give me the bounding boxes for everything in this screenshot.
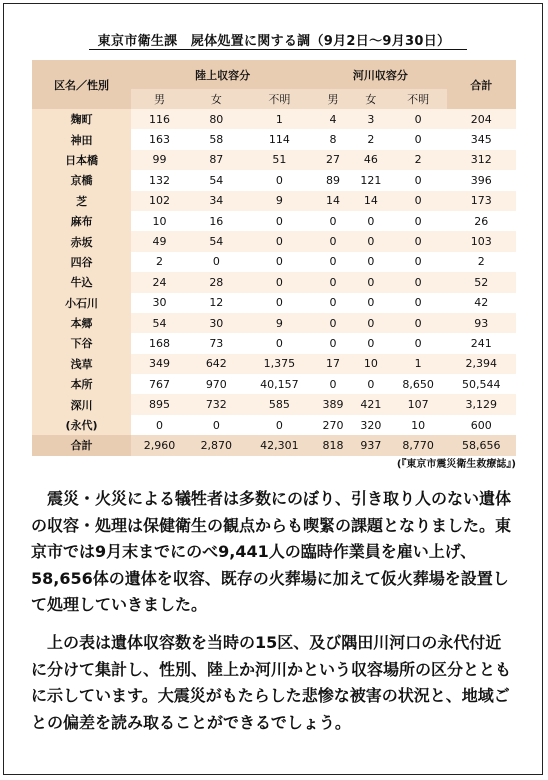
table-cell: 0	[390, 272, 447, 292]
table-cell: 767	[131, 374, 188, 394]
table-cell: 0	[314, 374, 352, 394]
region-sex-header: 区名／性別	[32, 60, 131, 109]
table-cell: 0	[352, 293, 390, 313]
table-cell: 2,394	[447, 354, 516, 374]
table-cell: 14	[314, 191, 352, 211]
table-cell: 1,375	[245, 354, 314, 374]
table-cell: 0	[131, 415, 188, 435]
table-cell: 10	[390, 415, 447, 435]
table-cell: 2	[352, 129, 390, 149]
table-cell: 34	[188, 191, 245, 211]
table-cell: 80	[188, 109, 245, 129]
table-cell: 0	[390, 211, 447, 231]
table-cell: 0	[390, 293, 447, 313]
table-cell: 0	[245, 231, 314, 251]
table-cell: 40,157	[245, 374, 314, 394]
table-cell: 116	[131, 109, 188, 129]
table-cell: 42	[447, 293, 516, 313]
table-cell: 51	[245, 150, 314, 170]
table-cell: 600	[447, 415, 516, 435]
table-cell: 9	[245, 191, 314, 211]
table-row	[32, 231, 516, 251]
table-cell: 14	[352, 191, 390, 211]
region-name: 牛込	[32, 272, 131, 292]
table-cell: 0	[188, 252, 245, 272]
sub-header-land-unknown: 不明	[245, 89, 314, 109]
table-cell: 107	[390, 394, 447, 414]
table-cell: 99	[131, 150, 188, 170]
table-cell: 0	[245, 415, 314, 435]
table-cell: 0	[390, 333, 447, 353]
table-cell: 73	[188, 333, 245, 353]
land-header: 陸上収容分	[131, 60, 314, 89]
table-cell: 10	[131, 211, 188, 231]
table-cell: 642	[188, 354, 245, 374]
table-row	[32, 170, 516, 190]
table-row	[32, 313, 516, 333]
table-row	[32, 415, 516, 435]
table-cell: 17	[314, 354, 352, 374]
table-cell: 2	[447, 252, 516, 272]
table-cell: 0	[314, 231, 352, 251]
table-cell: 54	[188, 231, 245, 251]
table-row	[32, 252, 516, 272]
table-cell: 970	[188, 374, 245, 394]
table-cell: 241	[447, 333, 516, 353]
table-cell: 27	[314, 150, 352, 170]
table-row	[32, 272, 516, 292]
table-cell: 89	[314, 170, 352, 190]
table-cell: 937	[352, 435, 390, 455]
table-cell: 0	[245, 170, 314, 190]
table-cell: 58,656	[447, 435, 516, 455]
table-cell: 0	[314, 313, 352, 333]
table-cell: 0	[314, 272, 352, 292]
region-name: 神田	[32, 129, 131, 149]
region-name: 下谷	[32, 333, 131, 353]
table-row	[32, 354, 516, 374]
table-cell: 0	[390, 129, 447, 149]
table-cell: 87	[188, 150, 245, 170]
table-cell: 0	[245, 211, 314, 231]
table-cell: 0	[245, 272, 314, 292]
table-row	[32, 129, 516, 149]
table-cell: 389	[314, 394, 352, 414]
table-cell: 30	[188, 313, 245, 333]
table-header-row	[32, 60, 516, 89]
sub-header-river-male: 男	[314, 89, 352, 109]
table-cell: 0	[314, 211, 352, 231]
table-cell: 50,544	[447, 374, 516, 394]
table-cell: 0	[314, 252, 352, 272]
table-cell: 163	[131, 129, 188, 149]
table-cell: 0	[245, 333, 314, 353]
table-cell: 421	[352, 394, 390, 414]
table-cell: 0	[245, 252, 314, 272]
table-cell: 0	[390, 252, 447, 272]
table-cell: 0	[390, 170, 447, 190]
table-row	[32, 109, 516, 129]
table-cell: 8	[314, 129, 352, 149]
table-cell: 3,129	[447, 394, 516, 414]
table-cell: 168	[131, 333, 188, 353]
table-cell: 121	[352, 170, 390, 190]
table-cell: 4	[314, 109, 352, 129]
table-cell: 46	[352, 150, 390, 170]
table-row	[32, 293, 516, 313]
total-header: 合計	[447, 60, 516, 109]
region-name: 日本橋	[32, 150, 131, 170]
table-cell: 132	[131, 170, 188, 190]
table-cell: 0	[188, 415, 245, 435]
region-name: 麻布	[32, 211, 131, 231]
table-cell: 0	[314, 293, 352, 313]
table-cell: 42,301	[245, 435, 314, 455]
table-cell: 0	[352, 333, 390, 353]
table-cell: 28	[188, 272, 245, 292]
table-cell: 0	[245, 293, 314, 313]
table-cell: 0	[352, 272, 390, 292]
total-row	[32, 435, 516, 455]
table-cell: 0	[352, 313, 390, 333]
table-cell: 0	[390, 109, 447, 129]
table-cell: 16	[188, 211, 245, 231]
table-cell: 54	[188, 170, 245, 190]
region-name: 芝	[32, 191, 131, 211]
title-underline	[89, 49, 467, 50]
table-cell: 2	[390, 150, 447, 170]
table-cell: 0	[390, 191, 447, 211]
table-cell: 585	[245, 394, 314, 414]
table-cell: 1	[390, 354, 447, 374]
table-cell: 173	[447, 191, 516, 211]
table-cell: 58	[188, 129, 245, 149]
sub-header-river-female: 女	[352, 89, 390, 109]
table-row	[32, 211, 516, 231]
table-cell: 204	[447, 109, 516, 129]
region-name: (永代)	[32, 415, 131, 435]
paragraph-1: 震災・火災による犠牲者は多数にのぼり、引き取り人のない遺体の収容・処理は保健衛生の観点からも喫緊の課題となりました。東京市では9月末までにのべ9,441人の臨時作業員を雇い上げ、58,656体の遺体を収容、既存の火葬場に加えて仮火葬場を設置して処理していきました。	[31, 489, 512, 615]
table-row	[32, 150, 516, 170]
table-row	[32, 333, 516, 353]
table-cell: 114	[245, 129, 314, 149]
sub-header-river-unknown: 不明	[390, 89, 447, 109]
paragraph-2: 上の表は遺体収容数を当時の15区、及び隅田川河口の永代付近に分けて集計し、性別、陸上か河川かという収容場所の区分とともに示しています。大震災がもたらした悲惨な被害の状況と、地域ごとの偏差を読み取ることができるでしょう。	[31, 633, 512, 732]
table-cell: 895	[131, 394, 188, 414]
table-cell: 12	[188, 293, 245, 313]
table-cell: 320	[352, 415, 390, 435]
corpse-disposal-table	[32, 60, 516, 456]
table-row	[32, 394, 516, 414]
table-cell: 9	[245, 313, 314, 333]
region-name: 四谷	[32, 252, 131, 272]
table-cell: 0	[314, 333, 352, 353]
region-name: 本郷	[32, 313, 131, 333]
table-row	[32, 191, 516, 211]
table-cell: 24	[131, 272, 188, 292]
table-cell: 0	[390, 231, 447, 251]
table-cell: 8,770	[390, 435, 447, 455]
source-citation: (『東京市震災衛生救療誌』)	[396, 459, 516, 470]
table-cell: 732	[188, 394, 245, 414]
region-name: 赤坂	[32, 231, 131, 251]
table-cell: 0	[352, 374, 390, 394]
region-name: 深川	[32, 394, 131, 414]
table-cell: 0	[390, 313, 447, 333]
region-name: 浅草	[32, 354, 131, 374]
region-name: 京橋	[32, 170, 131, 190]
region-name: 麹町	[32, 109, 131, 129]
table-cell: 3	[352, 109, 390, 129]
table-cell: 0	[352, 252, 390, 272]
table-cell: 52	[447, 272, 516, 292]
table-cell: 349	[131, 354, 188, 374]
table-cell: 8,650	[390, 374, 447, 394]
table-body	[32, 109, 516, 456]
table-cell: 26	[447, 211, 516, 231]
table-cell: 49	[131, 231, 188, 251]
table-cell: 396	[447, 170, 516, 190]
table-cell: 103	[447, 231, 516, 251]
table-cell: 2	[131, 252, 188, 272]
document-title: 東京市衛生課 屍体処置に関する調（9月2日〜9月30日）	[97, 34, 451, 49]
table-cell: 10	[352, 354, 390, 374]
table-cell: 54	[131, 313, 188, 333]
table-cell: 312	[447, 150, 516, 170]
region-name: 小石川	[32, 293, 131, 313]
table-cell: 2,960	[131, 435, 188, 455]
region-name: 本所	[32, 374, 131, 394]
table-cell: 93	[447, 313, 516, 333]
table-cell: 102	[131, 191, 188, 211]
sub-header-land-male: 男	[131, 89, 188, 109]
table-cell: 818	[314, 435, 352, 455]
table-cell: 2,870	[188, 435, 245, 455]
table-cell: 1	[245, 109, 314, 129]
region-name: 合計	[32, 435, 131, 455]
table-cell: 30	[131, 293, 188, 313]
table-cell: 0	[352, 231, 390, 251]
table-cell: 0	[352, 211, 390, 231]
river-header: 河川収容分	[314, 60, 446, 89]
table-row	[32, 374, 516, 394]
sub-header-land-female: 女	[188, 89, 245, 109]
table-cell: 270	[314, 415, 352, 435]
table-cell: 345	[447, 129, 516, 149]
